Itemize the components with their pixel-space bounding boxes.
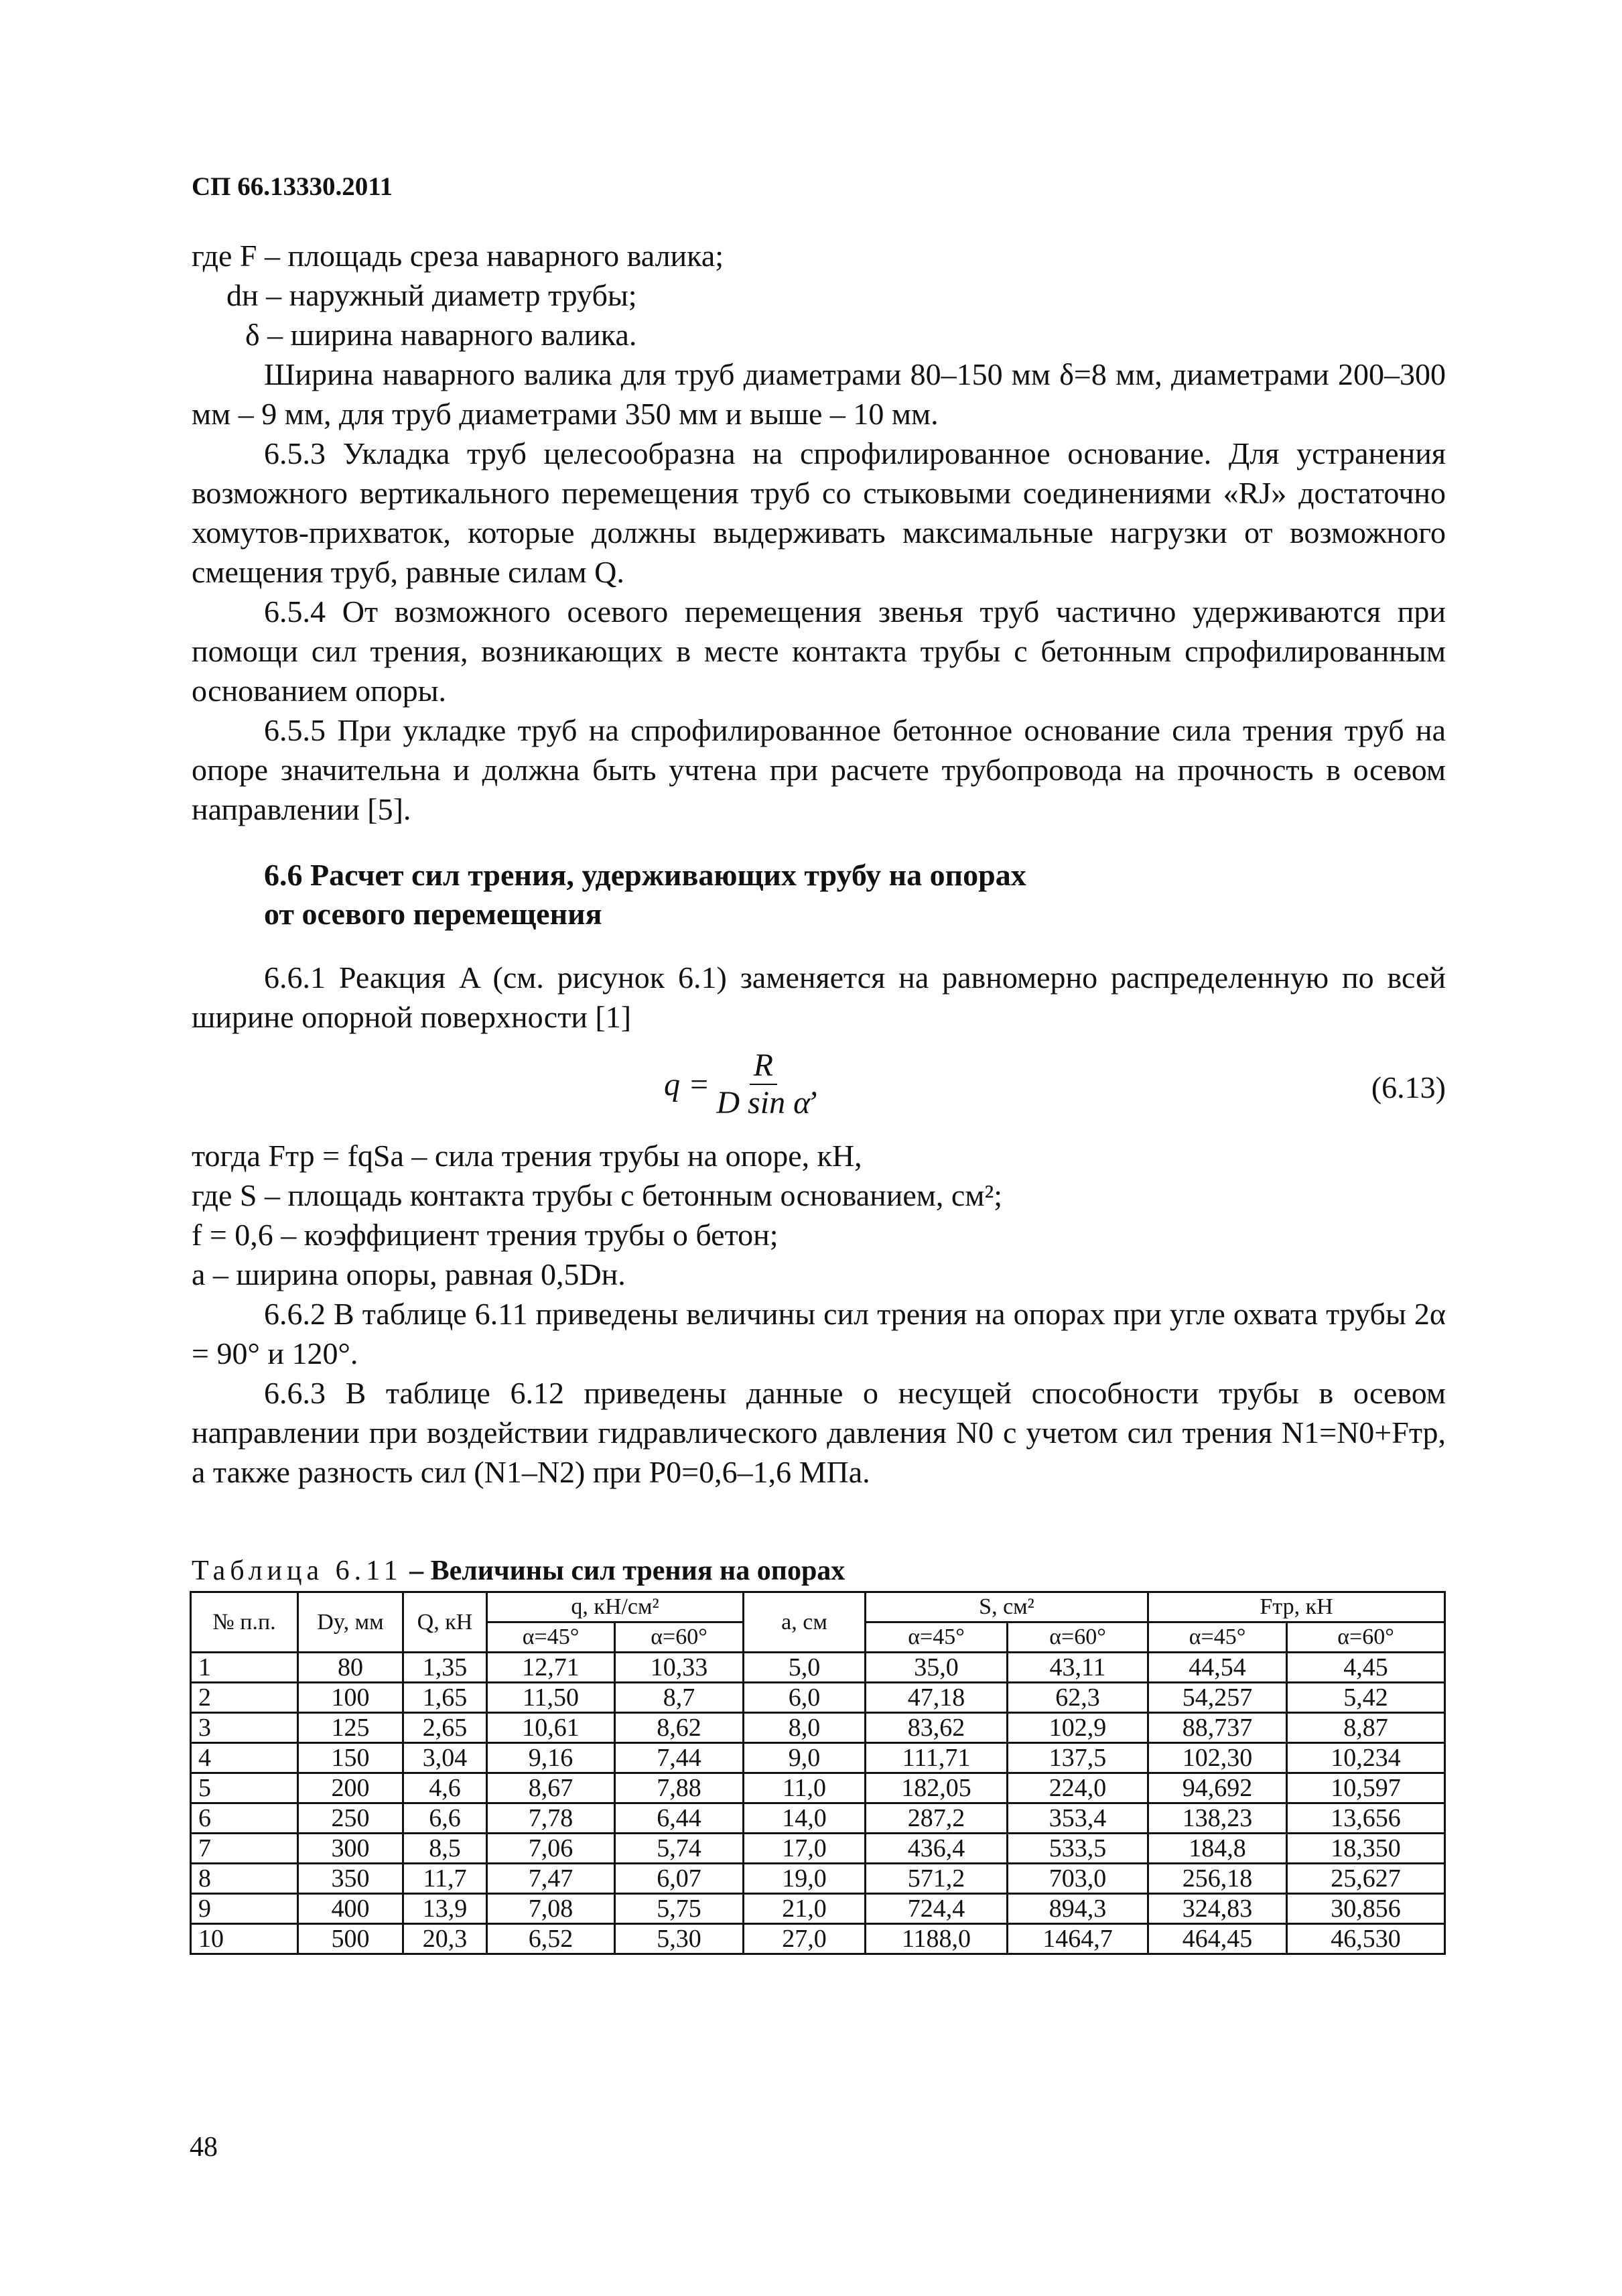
section-heading-line-2: от осевого перемещения xyxy=(264,897,602,931)
where-line-f: где F – площадь среза наварного валика; xyxy=(192,239,724,273)
table-caption xyxy=(192,1555,845,1587)
cell-num: 4 xyxy=(191,1743,298,1773)
section-heading-6-6 xyxy=(264,856,1446,934)
cell-s-a60: 353,4 xyxy=(1008,1803,1148,1834)
cell-q: 4,6 xyxy=(403,1773,487,1803)
cell-q: 20,3 xyxy=(403,1924,487,1954)
cell-q-a45: 7,08 xyxy=(487,1894,615,1924)
cell-f-a60: 8,87 xyxy=(1287,1713,1445,1743)
cell-s-a45: 436,4 xyxy=(866,1834,1008,1864)
header-q-distributed: q, кН/см² xyxy=(487,1592,744,1622)
cell-s-a45: 571,2 xyxy=(866,1864,1008,1894)
where-line-s: где S – площадь контакта трубы с бетонным основанием, см²; xyxy=(192,1178,1003,1212)
cell-q-a60: 10,33 xyxy=(615,1653,744,1683)
page-number: 48 xyxy=(190,2132,218,2163)
subheader-q-a45: α=45° xyxy=(487,1622,615,1653)
table-body xyxy=(191,1653,1445,1954)
cell-num: 6 xyxy=(191,1803,298,1834)
table-caption-title: – Величины сил трения на опорах xyxy=(409,1555,846,1586)
cell-s-a60: 102,9 xyxy=(1008,1713,1148,1743)
cell-num: 9 xyxy=(191,1894,298,1924)
cell-q: 8,5 xyxy=(403,1834,487,1864)
cell-q-a60: 5,74 xyxy=(615,1834,744,1864)
cell-num: 3 xyxy=(191,1713,298,1743)
cell-q-a45: 9,16 xyxy=(487,1743,615,1773)
header-a: a, см xyxy=(744,1592,866,1653)
table-row xyxy=(191,1773,1445,1803)
cell-f-a45: 324,83 xyxy=(1148,1894,1287,1924)
cell-dy: 350 xyxy=(298,1864,403,1894)
cell-f-a60: 10,597 xyxy=(1287,1773,1445,1803)
cell-f-a45: 44,54 xyxy=(1148,1653,1287,1683)
where-line-a: a – ширина опоры, равная 0,5Dн. xyxy=(192,1257,626,1291)
cell-s-a60: 62,3 xyxy=(1008,1683,1148,1713)
header-ftr: Fтр, кН xyxy=(1148,1592,1445,1622)
cell-f-a60: 25,627 xyxy=(1287,1864,1445,1894)
cell-a: 14,0 xyxy=(744,1803,866,1834)
cell-dy: 400 xyxy=(298,1894,403,1924)
table-row xyxy=(191,1743,1445,1773)
cell-a: 9,0 xyxy=(744,1743,866,1773)
cell-q-a60: 8,7 xyxy=(615,1683,744,1713)
formula-numerator: R xyxy=(750,1047,777,1085)
cell-s-a45: 182,05 xyxy=(866,1773,1008,1803)
cell-a: 19,0 xyxy=(744,1864,866,1894)
cell-f-a45: 102,30 xyxy=(1148,1743,1287,1773)
cell-s-a45: 111,71 xyxy=(866,1743,1008,1773)
cell-a: 8,0 xyxy=(744,1713,866,1743)
cell-a: 5,0 xyxy=(744,1653,866,1683)
cell-dy: 200 xyxy=(298,1773,403,1803)
paragraph-6-6-2: 6.6.2 В таблице 6.11 приведены величины сил трения на опорах при угле охвата трубы 2α = 90° и 120°. xyxy=(192,1297,1446,1370)
formula-number: (6.13) xyxy=(1371,1070,1446,1104)
cell-num: 5 xyxy=(191,1773,298,1803)
cell-q: 1,65 xyxy=(403,1683,487,1713)
formula-denominator: D sin α xyxy=(716,1085,811,1121)
cell-s-a60: 533,5 xyxy=(1008,1834,1148,1864)
cell-a: 17,0 xyxy=(744,1834,866,1864)
cell-f-a45: 464,45 xyxy=(1148,1924,1287,1954)
cell-q-a60: 5,30 xyxy=(615,1924,744,1954)
cell-num: 1 xyxy=(191,1653,298,1683)
document-code-header: СП 66.13330.2011 xyxy=(192,172,393,201)
cell-f-a45: 88,737 xyxy=(1148,1713,1287,1743)
cell-s-a45: 35,0 xyxy=(866,1653,1008,1683)
header-dy: Dy, мм xyxy=(298,1592,403,1653)
paragraph-6-5-3: 6.5.3 Укладка труб целесообразна на спрофилированное основание. Для устранения возможного вертикального перемещения труб со стыковыми соединениями «RJ» достаточно хомутов-прихваток, которые должны выдерживать максимальные нагрузки от возможного смещения труб, равные силам Q. xyxy=(192,436,1446,589)
cell-q-a45: 10,61 xyxy=(487,1713,615,1743)
cell-dy: 125 xyxy=(298,1713,403,1743)
paragraph-6-5-4: 6.5.4 От возможного осевого перемещения звенья труб частично удерживаются при помощи сил трения, возникающих в месте контакта трубы с бетонным спрофилированным основанием опоры. xyxy=(192,594,1446,708)
formula-fraction xyxy=(716,1047,810,1121)
friction-force-line: тогда Fтр = fqSa – сила трения трубы на опоре, кН, xyxy=(192,1139,862,1173)
cell-f-a60: 46,530 xyxy=(1287,1924,1445,1954)
table-row xyxy=(191,1864,1445,1894)
cell-f-a45: 256,18 xyxy=(1148,1864,1287,1894)
cell-num: 8 xyxy=(191,1864,298,1894)
cell-a: 11,0 xyxy=(744,1773,866,1803)
subheader-q-a60: α=60° xyxy=(615,1622,744,1653)
cell-a: 6,0 xyxy=(744,1683,866,1713)
cell-dy: 250 xyxy=(298,1803,403,1834)
cell-f-a45: 94,692 xyxy=(1148,1773,1287,1803)
formula-comma: , xyxy=(810,1066,819,1102)
cell-q: 1,35 xyxy=(403,1653,487,1683)
cell-f-a60: 18,350 xyxy=(1287,1834,1445,1864)
cell-q-a45: 7,06 xyxy=(487,1834,615,1864)
cell-num: 7 xyxy=(191,1834,298,1864)
header-s: S, см² xyxy=(866,1592,1148,1622)
table-row xyxy=(191,1803,1445,1834)
cell-num: 2 xyxy=(191,1683,298,1713)
table-row xyxy=(191,1713,1445,1743)
paragraph-6-5-5: 6.5.5 При укладке труб на спрофилированное бетонное основание сила трения труб на опоре значительна и должна быть учтена при расчете трубопровода на прочность в осевом направлении [5]. xyxy=(192,713,1446,826)
subheader-f-a60: α=60° xyxy=(1287,1622,1445,1653)
cell-f-a45: 54,257 xyxy=(1148,1683,1287,1713)
friction-forces-table xyxy=(190,1591,1446,1955)
header-q: Q, кН xyxy=(403,1592,487,1653)
subheader-f-a45: α=45° xyxy=(1148,1622,1287,1653)
paragraph-weld-width: Ширина наварного валика для труб диаметрами 80–150 мм δ=8 мм, диаметрами 200–300 мм – 9 мм, для труб диаметрами 350 мм и выше – 10 мм. xyxy=(192,357,1446,431)
cell-f-a60: 30,856 xyxy=(1287,1894,1445,1924)
cell-q: 6,6 xyxy=(403,1803,487,1834)
cell-f-a45: 138,23 xyxy=(1148,1803,1287,1834)
cell-f-a60: 13,656 xyxy=(1287,1803,1445,1834)
table-header-row xyxy=(191,1592,1445,1622)
cell-q-a60: 8,62 xyxy=(615,1713,744,1743)
cell-q-a60: 7,88 xyxy=(615,1773,744,1803)
where-line-delta: δ – ширина наварного валика. xyxy=(245,318,637,352)
table-row xyxy=(191,1924,1445,1954)
cell-s-a60: 894,3 xyxy=(1008,1894,1148,1924)
cell-dy: 100 xyxy=(298,1683,403,1713)
cell-f-a60: 4,45 xyxy=(1287,1653,1445,1683)
table-row xyxy=(191,1894,1445,1924)
cell-q: 11,7 xyxy=(403,1864,487,1894)
cell-q-a45: 11,50 xyxy=(487,1683,615,1713)
cell-a: 21,0 xyxy=(744,1894,866,1924)
cell-s-a60: 43,11 xyxy=(1008,1653,1148,1683)
subheader-s-a45: α=45° xyxy=(866,1622,1008,1653)
cell-dy: 500 xyxy=(298,1924,403,1954)
subheader-s-a60: α=60° xyxy=(1008,1622,1148,1653)
formula-lhs: q = xyxy=(664,1066,710,1102)
cell-f-a45: 184,8 xyxy=(1148,1834,1287,1864)
cell-s-a45: 287,2 xyxy=(866,1803,1008,1834)
cell-s-a45: 1188,0 xyxy=(866,1924,1008,1954)
cell-q-a45: 7,78 xyxy=(487,1803,615,1834)
body-text xyxy=(192,236,1446,1492)
cell-q-a60: 5,75 xyxy=(615,1894,744,1924)
cell-q-a45: 7,47 xyxy=(487,1864,615,1894)
cell-q-a60: 7,44 xyxy=(615,1743,744,1773)
cell-q-a45: 6,52 xyxy=(487,1924,615,1954)
cell-f-a60: 5,42 xyxy=(1287,1683,1445,1713)
cell-f-a60: 10,234 xyxy=(1287,1743,1445,1773)
cell-q: 3,04 xyxy=(403,1743,487,1773)
formula-6-13 xyxy=(192,1042,1446,1129)
table-row xyxy=(191,1653,1445,1683)
cell-s-a60: 224,0 xyxy=(1008,1773,1148,1803)
table-row xyxy=(191,1683,1445,1713)
cell-dy: 80 xyxy=(298,1653,403,1683)
cell-dy: 150 xyxy=(298,1743,403,1773)
paragraph-6-6-1: 6.6.1 Реакция A (см. рисунок 6.1) заменяется на равномерно распределенную по всей ширине опорной поверхности [1] xyxy=(192,960,1446,1034)
cell-s-a60: 703,0 xyxy=(1008,1864,1148,1894)
cell-s-a60: 137,5 xyxy=(1008,1743,1148,1773)
cell-a: 27,0 xyxy=(744,1924,866,1954)
cell-s-a45: 724,4 xyxy=(866,1894,1008,1924)
cell-q: 2,65 xyxy=(403,1713,487,1743)
cell-q: 13,9 xyxy=(403,1894,487,1924)
cell-num: 10 xyxy=(191,1924,298,1954)
where-line-f-coefficient: f = 0,6 – коэффициент трения трубы о бетон; xyxy=(192,1218,779,1252)
formula-expression xyxy=(664,1047,818,1121)
header-num: № п.п. xyxy=(191,1592,298,1653)
cell-q-a60: 6,44 xyxy=(615,1803,744,1834)
cell-s-a60: 1464,7 xyxy=(1008,1924,1148,1954)
table-row xyxy=(191,1834,1445,1864)
cell-q-a60: 6,07 xyxy=(615,1864,744,1894)
paragraph-6-6-3: 6.6.3 В таблице 6.12 приведены данные о несущей способности трубы в осевом направлении при воздействии гидравлического давления N0 с учетом сил трения N1=N0+Fтр, а также разность сил (N1–N2) при P0=0,6–1,6 МПа. xyxy=(192,1376,1446,1489)
cell-dy: 300 xyxy=(298,1834,403,1864)
cell-s-a45: 47,18 xyxy=(866,1683,1008,1713)
cell-q-a45: 8,67 xyxy=(487,1773,615,1803)
where-line-dn: dн – наружный диаметр трубы; xyxy=(226,278,637,312)
cell-s-a45: 83,62 xyxy=(866,1713,1008,1743)
table-caption-label: Таблица 6.11 xyxy=(192,1555,403,1586)
cell-q-a45: 12,71 xyxy=(487,1653,615,1683)
section-heading-line-1: 6.6 Расчет сил трения, удерживающих трубу на опорах xyxy=(264,858,1026,892)
